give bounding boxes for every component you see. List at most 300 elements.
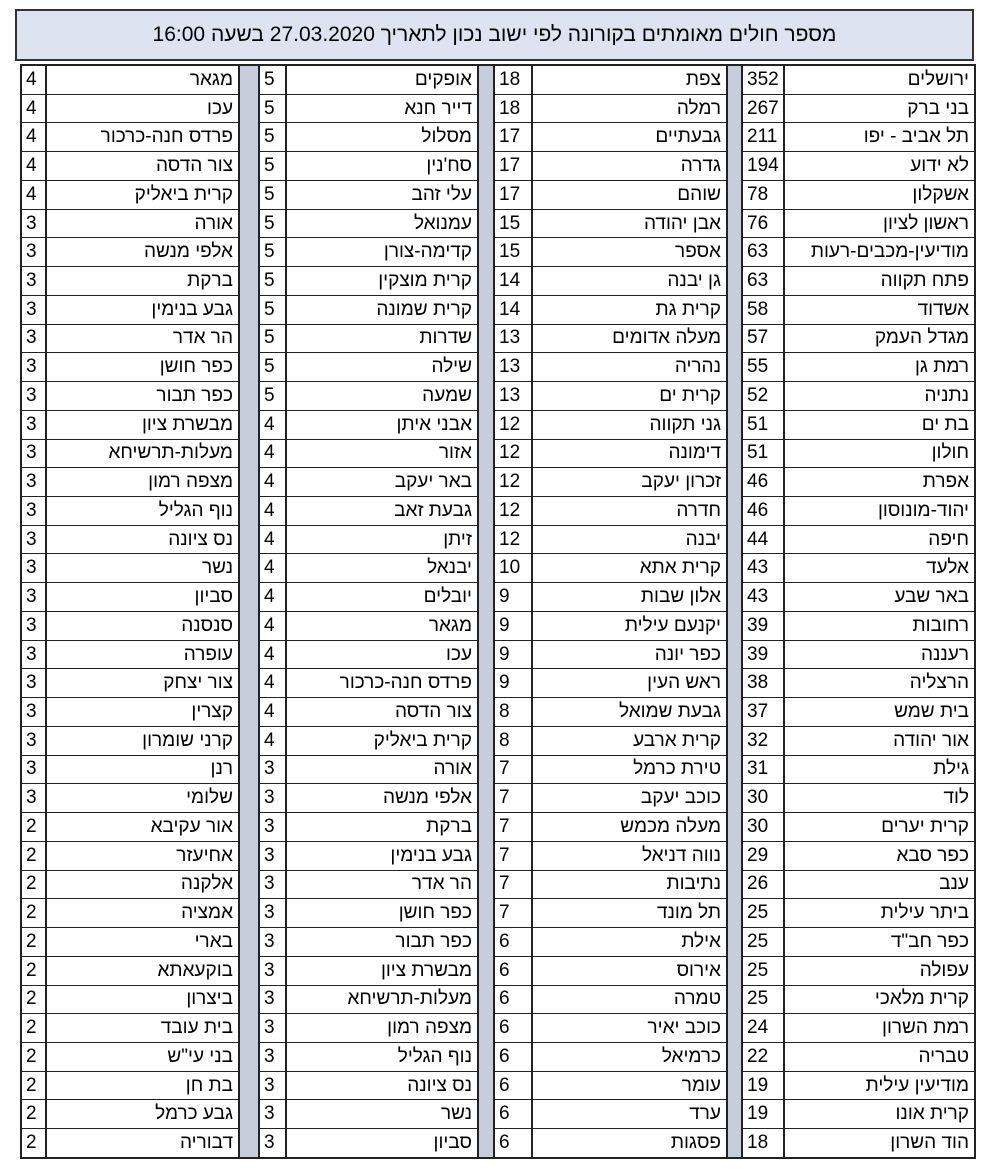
case-count-cell: 14 (495, 267, 531, 296)
case-count-cell: 4 (260, 554, 285, 583)
locality-name-cell: טמרה (533, 986, 726, 1015)
locality-name-cell: גני תקווה (533, 411, 726, 440)
locality-name-cell: מודיעין-מכבים-רעות (785, 238, 974, 267)
locality-name-cell: סנסנה (47, 612, 238, 641)
locality-name-cell: לוד (785, 784, 974, 813)
case-count-cell: 57 (743, 325, 783, 354)
locality-name-cell: קרית אונו (785, 1100, 974, 1129)
locality-name-cell: מעלה אדומים (533, 325, 726, 354)
case-count-cell: 25 (743, 986, 783, 1015)
locality-name-cell: נוף הגליל (47, 497, 238, 526)
locality-name-cell: בני ברק (785, 95, 974, 124)
locality-name-cell: גבע בנימין (47, 296, 238, 325)
case-count-cell: 9 (495, 583, 531, 612)
case-count-cell: 4 (260, 669, 285, 698)
case-count-cell: 29 (743, 842, 783, 871)
case-count-cell: 4 (260, 440, 285, 469)
column-separator (240, 64, 258, 1159)
case-count-cell: 7 (495, 899, 531, 928)
locality-name-cell: יבנה (533, 526, 726, 555)
case-count-cell: 5 (260, 267, 285, 296)
locality-name-cell: אלפי מנשה (47, 238, 238, 267)
case-count-cell: 3 (260, 842, 285, 871)
locality-name-cell: יקנעם עילית (533, 612, 726, 641)
case-count-cell: 44 (743, 526, 783, 555)
locality-name-cell: רעננה (785, 641, 974, 670)
locality-name-cell: בית שמש (785, 698, 974, 727)
case-count-cell: 4 (260, 497, 285, 526)
locality-name-cell: בארי (47, 928, 238, 957)
case-count-cell: 4 (260, 468, 285, 497)
locality-name-cell: קרית גת (533, 296, 726, 325)
case-count-cell: 2 (22, 986, 45, 1015)
locality-name-cell: רמת השרון (785, 1014, 974, 1043)
case-count-cell: 3 (22, 296, 45, 325)
case-count-cell: 13 (495, 382, 531, 411)
case-count-cell: 3 (22, 784, 45, 813)
case-count-cell: 194 (743, 152, 783, 181)
case-count-cell: 3 (22, 325, 45, 354)
locality-name-cell: גבע בנימין (287, 842, 477, 871)
case-count-cell: 17 (495, 152, 531, 181)
locality-name-cell: אלפי מנשה (287, 784, 477, 813)
case-count-cell: 4 (22, 66, 45, 95)
locality-name-cell: חדרה (533, 497, 726, 526)
locality-name-cell: בת חן (47, 1072, 238, 1101)
case-count-cell: 3 (22, 353, 45, 382)
locality-name-cell: הר אדר (287, 871, 477, 900)
locality-name-cell: עפולה (785, 957, 974, 986)
case-count-cell: 3 (22, 698, 45, 727)
locality-name-cell: מגאר (287, 612, 477, 641)
case-count-cell: 6 (495, 1043, 531, 1072)
locality-name-cell: כוכב יאיר (533, 1014, 726, 1043)
locality-name-cell: נשר (47, 554, 238, 583)
case-count-cell: 5 (260, 210, 285, 239)
case-count-cell: 4 (260, 583, 285, 612)
case-count-cell: 2 (22, 1043, 45, 1072)
locality-name-cell: פרדס חנה-כרכור (47, 123, 238, 152)
case-count-column (493, 64, 531, 1159)
case-count-cell: 2 (22, 1072, 45, 1101)
case-count-cell: 2 (22, 1100, 45, 1129)
case-count-cell: 4 (260, 526, 285, 555)
case-count-cell: 31 (743, 756, 783, 785)
case-count-cell: 211 (743, 123, 783, 152)
locality-name-cell: סביון (47, 583, 238, 612)
case-count-cell: 6 (495, 1100, 531, 1129)
case-count-cell: 19 (743, 1100, 783, 1129)
case-count-cell: 6 (495, 928, 531, 957)
locality-name-cell: אבן יהודה (533, 210, 726, 239)
case-count-cell: 2 (22, 813, 45, 842)
case-count-cell: 15 (495, 238, 531, 267)
case-count-cell: 3 (260, 957, 285, 986)
case-count-cell: 6 (495, 1014, 531, 1043)
locality-name-cell: עכו (47, 95, 238, 124)
locality-name-cell: שלומי (47, 784, 238, 813)
case-count-cell: 37 (743, 698, 783, 727)
locality-name-cell: אור עקיבא (47, 813, 238, 842)
locality-name-cell: גן יבנה (533, 267, 726, 296)
case-count-cell: 43 (743, 583, 783, 612)
case-count-cell: 14 (495, 296, 531, 325)
column-separator (728, 64, 741, 1159)
locality-name-cell: קרית יערים (785, 813, 974, 842)
case-count-cell: 25 (743, 928, 783, 957)
case-count-cell: 4 (260, 727, 285, 756)
case-count-column (741, 64, 783, 1159)
case-count-cell: 10 (495, 554, 531, 583)
case-count-cell: 9 (495, 669, 531, 698)
locality-name-cell: ענב (785, 871, 974, 900)
locality-name-cell: ראש העין (533, 669, 726, 698)
locality-name-cell: כפר חב"ד (785, 928, 974, 957)
case-count-cell: 3 (22, 756, 45, 785)
case-count-cell: 4 (22, 123, 45, 152)
locality-name-cell: מעלות-תרשיחא (47, 440, 238, 469)
case-count-cell: 2 (22, 928, 45, 957)
case-count-cell: 43 (743, 554, 783, 583)
case-count-cell: 39 (743, 641, 783, 670)
case-count-cell: 30 (743, 813, 783, 842)
case-count-cell: 18 (495, 95, 531, 124)
locality-name-cell: עומר (533, 1072, 726, 1101)
case-count-cell: 46 (743, 497, 783, 526)
case-count-cell: 4 (260, 411, 285, 440)
case-count-cell: 5 (260, 238, 285, 267)
case-count-cell: 3 (260, 756, 285, 785)
case-count-cell: 18 (747, 1132, 769, 1154)
case-count-cell: 12 (495, 468, 531, 497)
case-count-cell: 267 (743, 95, 783, 124)
locality-name-cell: בת ים (785, 411, 974, 440)
locality-name-cell: גבעת זאב (287, 497, 477, 526)
case-count-cell: 3 (22, 727, 45, 756)
case-count-cell: 3 (22, 612, 45, 641)
case-count-cell: 7 (495, 813, 531, 842)
case-count-cell: 3 (260, 1072, 285, 1101)
case-count-cell: 18 (495, 66, 531, 95)
case-count-cell: 6 (495, 1072, 531, 1101)
locality-name-cell: ברקת (47, 267, 238, 296)
locality-name-cell: נתיבות (533, 871, 726, 900)
case-count-cell: 32 (743, 727, 783, 756)
case-count-cell: 5 (260, 123, 285, 152)
case-count-cell: 2 (22, 957, 45, 986)
locality-name-cell: בית עובד (47, 1014, 238, 1043)
case-count-cell: 7 (495, 871, 531, 900)
case-count-cell: 58 (743, 296, 783, 325)
locality-name-cell: פרדס חנה-כרכור (287, 669, 477, 698)
case-count-cell: 46 (743, 468, 783, 497)
case-count-cell: 52 (743, 382, 783, 411)
locality-name-cell: כפר סבא (785, 842, 974, 871)
locality-name-cell: צור הדסה (47, 152, 238, 181)
locality-name-cell: סביון (433, 1132, 472, 1154)
locality-name-cell: גבעתיים (533, 123, 726, 152)
case-count-cell: 9 (495, 612, 531, 641)
case-count-cell: 4 (22, 95, 45, 124)
case-count-cell: 5 (260, 95, 285, 124)
locality-name-column (285, 64, 479, 1159)
locality-name-cell: נוף הגליל (287, 1043, 477, 1072)
table-title: מספר חולים מאומתים בקורונה לפי ישוב נכון לתאריך 27.03.2020 בשעה 16:00 (15, 9, 974, 61)
locality-name-cell: מודיעין עילית (785, 1072, 974, 1101)
locality-name-cell: יבנאל (287, 554, 477, 583)
case-count-cell: 5 (260, 181, 285, 210)
locality-name-cell: עמנואל (287, 210, 477, 239)
locality-name-column (531, 64, 728, 1159)
locality-name-cell: עלי זהב (287, 181, 477, 210)
locality-name-column (45, 64, 240, 1159)
case-count-cell: 5 (260, 325, 285, 354)
locality-name-cell: טירת כרמל (533, 756, 726, 785)
locality-name-cell: קרית מוצקין (287, 267, 477, 296)
case-count-cell: 3 (264, 1132, 275, 1154)
case-count-cell: 5 (260, 382, 285, 411)
locality-name-cell: כפר תבור (47, 382, 238, 411)
column-group (493, 64, 728, 1159)
locality-name-cell: נס ציונה (287, 1072, 477, 1101)
case-count-cell: 19 (743, 1072, 783, 1101)
case-count-cell: 3 (22, 440, 45, 469)
locality-name-cell: מבשרת ציון (287, 957, 477, 986)
case-count-cell: 5 (260, 152, 285, 181)
case-count-cell: 5 (260, 353, 285, 382)
case-count-cell: 4 (22, 181, 45, 210)
locality-name-cell: קצרין (47, 698, 238, 727)
case-count-cell: 3 (260, 899, 285, 928)
case-count-cell: 63 (743, 267, 783, 296)
locality-name-cell: בוקעאתא (47, 957, 238, 986)
locality-name-cell: מגדל העמק (785, 325, 974, 354)
locality-name-cell: ערד (533, 1100, 726, 1129)
case-count-cell: 17 (495, 181, 531, 210)
locality-name-cell: גבעת שמואל (533, 698, 726, 727)
locality-name-cell: כוכב יעקב (533, 784, 726, 813)
locality-name-cell: קרית ביאליק (47, 181, 238, 210)
locality-name-cell: קדימה-צורן (287, 238, 477, 267)
locality-name-cell: רמת גן (785, 353, 974, 382)
case-count-cell: 6 (495, 957, 531, 986)
column-separator (479, 64, 493, 1159)
locality-name-cell: אירוס (533, 957, 726, 986)
case-count-cell: 38 (743, 669, 783, 698)
case-count-cell: 12 (495, 440, 531, 469)
locality-name-cell: אמציה (47, 899, 238, 928)
locality-name-cell: נהריה (533, 353, 726, 382)
locality-name-cell: נווה דניאל (533, 842, 726, 871)
case-count-cell: 5 (260, 66, 285, 95)
case-count-cell: 3 (22, 669, 45, 698)
locality-name-cell: אורה (47, 210, 238, 239)
case-count-cell: 12 (495, 497, 531, 526)
case-count-cell: 6 (499, 1132, 510, 1154)
case-count-cell: 2 (22, 899, 45, 928)
locality-name-cell: כרמיאל (533, 1043, 726, 1072)
locality-name-cell: באר יעקב (287, 468, 477, 497)
case-count-cell: 13 (495, 325, 531, 354)
locality-name-cell: עופרה (47, 641, 238, 670)
locality-name-cell: מבשרת ציון (47, 411, 238, 440)
locality-name-cell: רמלה (533, 95, 726, 124)
locality-name-cell: גבע כרמל (47, 1100, 238, 1129)
case-count-cell: 12 (495, 526, 531, 555)
locality-name-cell: ברקת (287, 813, 477, 842)
locality-name-cell: דבוריה (179, 1132, 233, 1154)
locality-name-cell: סח'נין (287, 152, 477, 181)
locality-name-cell: אחיעזר (47, 842, 238, 871)
locality-name-cell: אלון שבות (533, 583, 726, 612)
locality-name-cell: הר אדר (47, 325, 238, 354)
locality-name-cell: אילת (533, 928, 726, 957)
locality-name-cell: כפר תבור (287, 928, 477, 957)
case-count-cell: 5 (260, 296, 285, 325)
locality-name-cell: מעלות-תרשיחא (287, 986, 477, 1015)
locality-name-cell: נתניה (785, 382, 974, 411)
case-count-cell: 3 (22, 583, 45, 612)
locality-name-cell: ראשון לציון (785, 210, 974, 239)
locality-name-cell: תל מונד (533, 899, 726, 928)
case-count-cell: 76 (743, 210, 783, 239)
locality-name-cell: קרית ביאליק (287, 727, 477, 756)
locality-name-cell: אלקנה (47, 871, 238, 900)
locality-name-cell: טבריה (785, 1043, 974, 1072)
column-group (20, 64, 240, 1159)
case-count-cell: 51 (743, 440, 783, 469)
case-count-cell: 3 (22, 238, 45, 267)
locality-name-cell: עכו (287, 641, 477, 670)
locality-name-cell: קרית ים (533, 382, 726, 411)
case-count-column (258, 64, 285, 1159)
locality-name-cell: אשקלון (785, 181, 974, 210)
case-count-cell: 3 (22, 497, 45, 526)
case-count-cell: 4 (260, 641, 285, 670)
locality-name-cell: הרצליה (785, 669, 974, 698)
locality-name-cell: אספר (533, 238, 726, 267)
locality-name-cell: ירושלים (785, 66, 974, 95)
case-count-cell: 25 (743, 957, 783, 986)
case-count-cell: 15 (495, 210, 531, 239)
case-count-cell: 3 (260, 784, 285, 813)
locality-name-cell: רנן (47, 756, 238, 785)
case-count-cell: 3 (260, 1043, 285, 1072)
locality-name-cell: זכרון יעקב (533, 468, 726, 497)
case-count-cell: 2 (26, 1132, 37, 1154)
locality-name-cell: חיפה (785, 526, 974, 555)
locality-name-cell: כפר יונה (533, 641, 726, 670)
locality-name-cell: שדרות (287, 325, 477, 354)
case-count-cell: 2 (22, 842, 45, 871)
case-count-column (20, 64, 45, 1159)
case-count-cell: 3 (260, 986, 285, 1015)
case-count-cell: 3 (22, 210, 45, 239)
locality-name-cell: קרית מלאכי (785, 986, 974, 1015)
case-count-cell: 2 (22, 1014, 45, 1043)
case-count-cell: 63 (743, 238, 783, 267)
case-count-cell: 55 (743, 353, 783, 382)
locality-name-cell: נס ציונה (47, 526, 238, 555)
locality-name-cell: צור הדסה (287, 698, 477, 727)
case-count-cell: 3 (22, 526, 45, 555)
case-count-cell: 3 (260, 813, 285, 842)
locality-name-cell: שמעה (287, 382, 477, 411)
case-count-cell: 25 (743, 899, 783, 928)
case-count-cell: 3 (22, 554, 45, 583)
locality-name-cell: מצפה רמון (47, 468, 238, 497)
case-count-cell: 13 (495, 353, 531, 382)
locality-name-cell: מעלה מכמש (533, 813, 726, 842)
locality-name-cell: קרני שומרון (47, 727, 238, 756)
case-count-cell: 22 (743, 1043, 783, 1072)
case-count-cell: 3 (22, 382, 45, 411)
locality-name-cell: כפר חושן (47, 353, 238, 382)
column-group (741, 64, 976, 1159)
locality-name-cell: כפר חושן (287, 899, 477, 928)
locality-name-cell: אור יהודה (785, 727, 974, 756)
locality-name-cell: תל אביב - יפו (785, 123, 974, 152)
cases-table (15, 64, 976, 1159)
locality-name-cell: זיתן (287, 526, 477, 555)
locality-name-cell: שילה (287, 353, 477, 382)
case-count-cell: 26 (743, 871, 783, 900)
locality-name-cell: יהוד-מונוסון (785, 497, 974, 526)
case-count-cell: 3 (22, 267, 45, 296)
locality-name-cell: פתח תקווה (785, 267, 974, 296)
locality-name-cell: מסלול (287, 123, 477, 152)
case-count-cell: 3 (260, 1100, 285, 1129)
case-count-cell: 3 (260, 928, 285, 957)
locality-name-cell: אזור (287, 440, 477, 469)
case-count-cell: 6 (495, 986, 531, 1015)
locality-name-cell: אשדוד (785, 296, 974, 325)
locality-name-cell: דימונה (533, 440, 726, 469)
locality-name-cell: חולון (785, 440, 974, 469)
case-count-cell: 12 (495, 411, 531, 440)
case-count-cell: 3 (22, 411, 45, 440)
locality-name-cell: הוד השרון (890, 1132, 969, 1154)
locality-name-cell: גילת (785, 756, 974, 785)
case-count-cell: 4 (260, 612, 285, 641)
locality-name-cell: מגאר (47, 66, 238, 95)
locality-name-cell: לא ידוע (785, 152, 974, 181)
locality-name-cell: רחובות (785, 612, 974, 641)
case-count-cell: 7 (495, 756, 531, 785)
locality-name-cell: פסגות (670, 1132, 721, 1154)
locality-name-cell: ביתר עילית (785, 899, 974, 928)
locality-name-cell: נשר (287, 1100, 477, 1129)
locality-name-cell: אבני איתן (287, 411, 477, 440)
case-count-cell: 3 (22, 468, 45, 497)
locality-name-column (783, 64, 976, 1159)
locality-name-cell: צור יצחק (47, 669, 238, 698)
locality-name-cell: באר שבע (785, 583, 974, 612)
case-count-cell: 7 (495, 784, 531, 813)
locality-name-cell: ביצרון (47, 986, 238, 1015)
case-count-cell: 7 (495, 842, 531, 871)
locality-name-cell: קרית אתא (533, 554, 726, 583)
case-count-cell: 51 (743, 411, 783, 440)
locality-name-cell: צפת (533, 66, 726, 95)
case-count-cell: 24 (743, 1014, 783, 1043)
case-count-cell: 9 (495, 641, 531, 670)
locality-name-cell: קרית שמונה (287, 296, 477, 325)
locality-name-cell: בני עי"ש (47, 1043, 238, 1072)
case-count-cell: 352 (743, 66, 783, 95)
locality-name-cell: אורה (287, 756, 477, 785)
locality-name-cell: קרית ארבע (533, 727, 726, 756)
